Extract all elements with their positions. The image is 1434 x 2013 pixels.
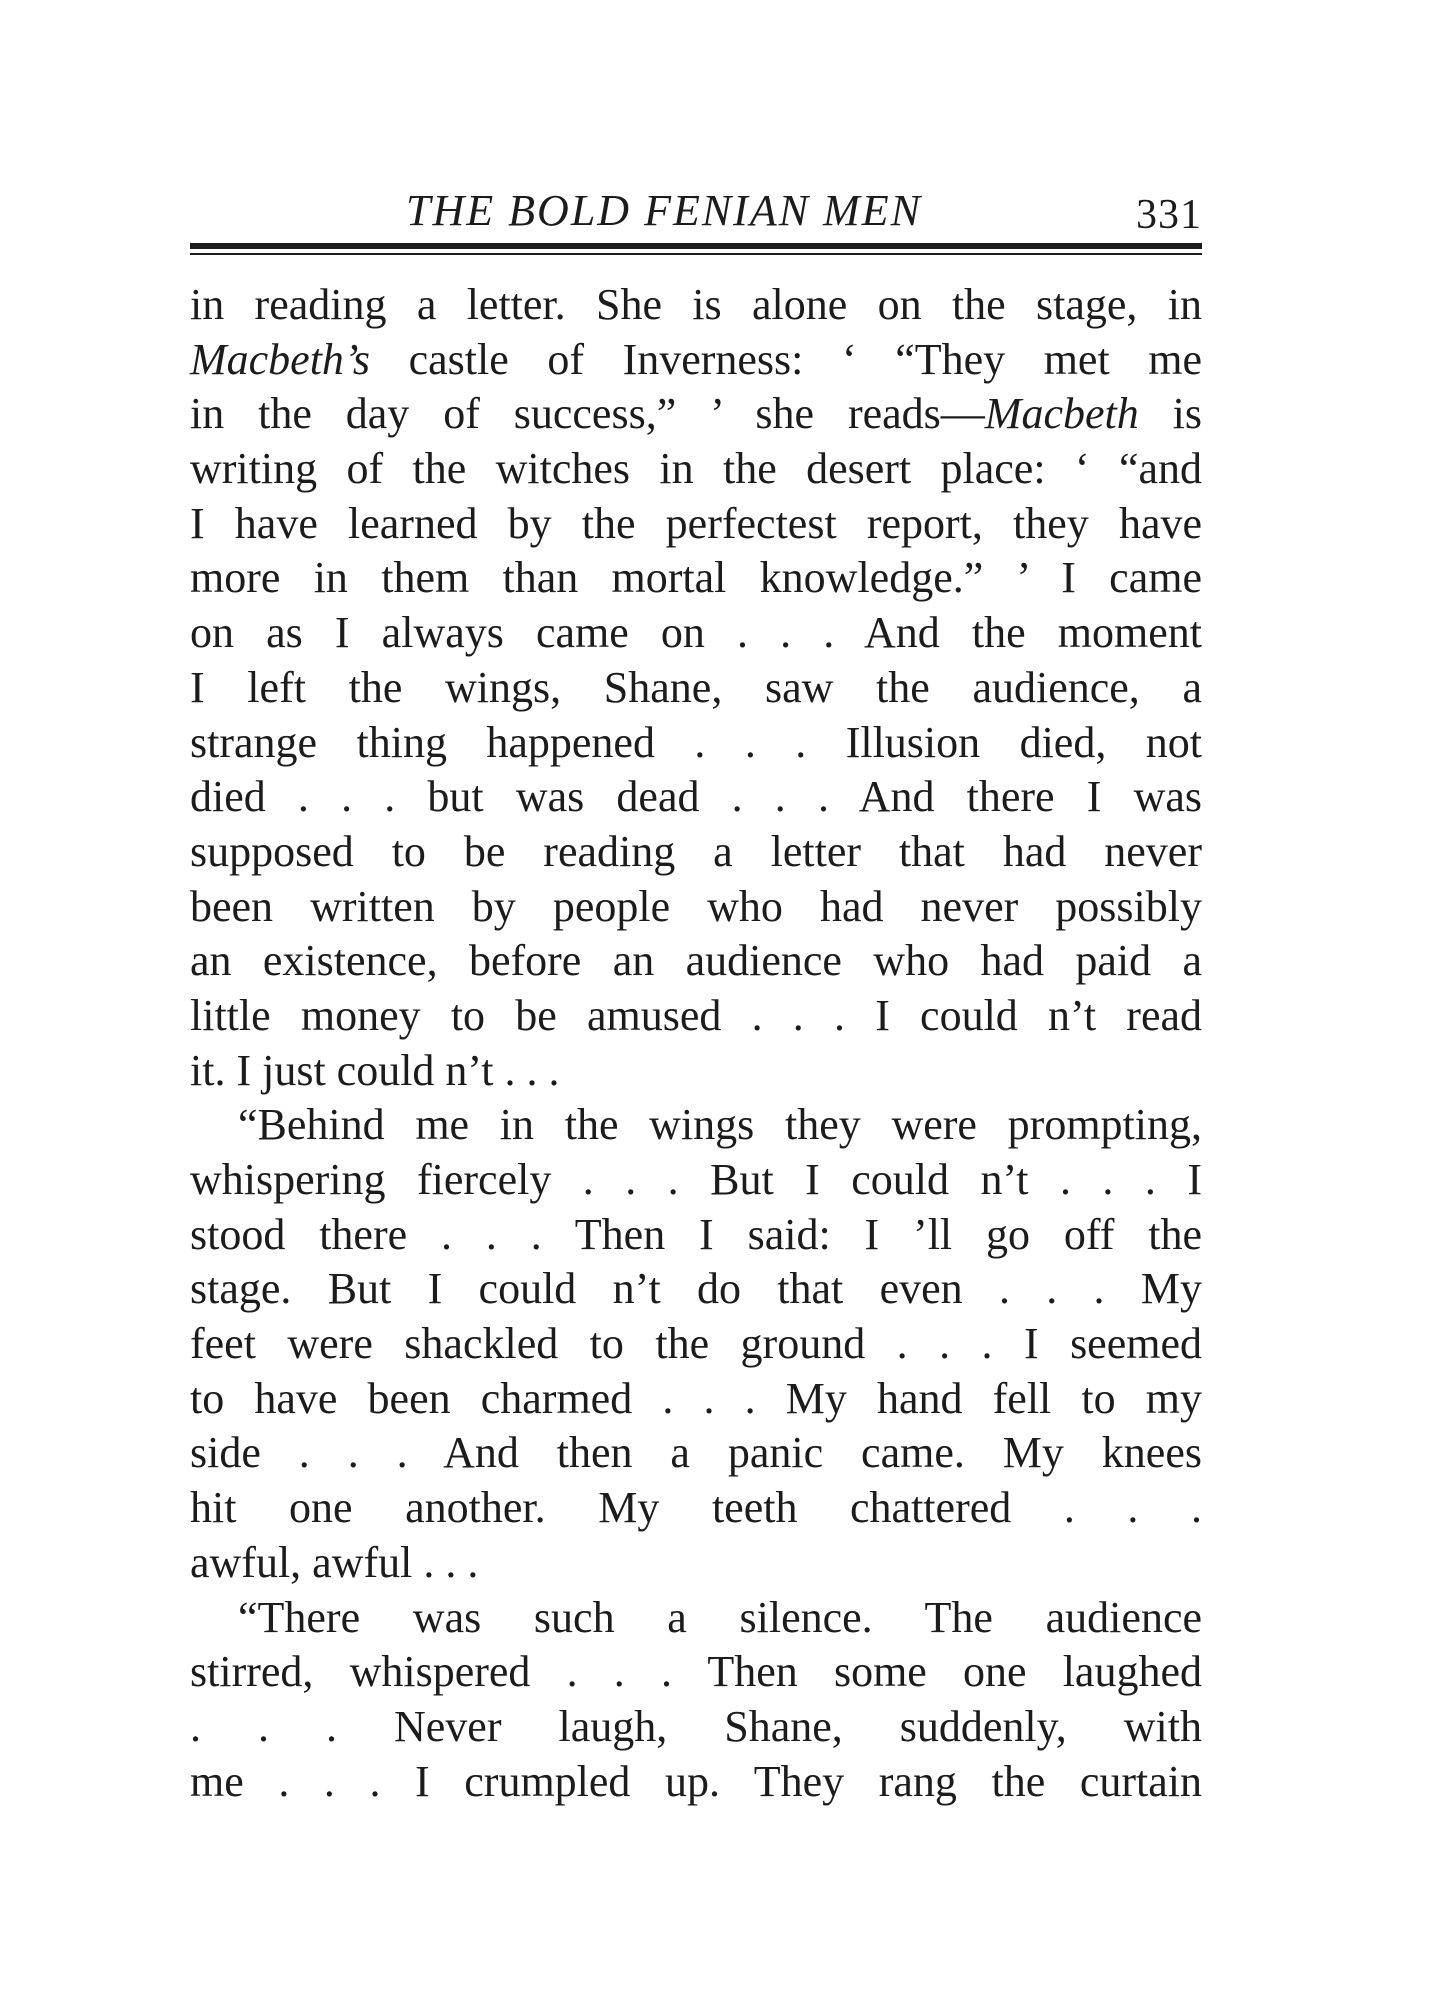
header-rule-thin xyxy=(190,253,1202,255)
text-line: it. I just could n’t . . . xyxy=(190,1045,560,1095)
body-text xyxy=(190,278,1202,1809)
text-line: “Behind me in the wings they were prompting, xyxy=(238,1100,1202,1150)
text-line: I have learned by the perfectest report, they have xyxy=(190,498,1202,548)
text-line: stood there . . . Then I said: I ’ll go off the xyxy=(190,1209,1202,1259)
text-line: “There was such a silence. The audience xyxy=(238,1592,1202,1642)
text-line: writing of the witches in the desert place: ‘ “and xyxy=(190,444,1202,494)
italic-title: Macbeth xyxy=(984,389,1139,439)
text-line: . . . Never laugh, Shane, suddenly, with xyxy=(190,1701,1202,1751)
text-line: side . . . And then a panic came. My knees xyxy=(190,1428,1202,1478)
text-line: stage. But I could n’t do that even . . . My xyxy=(190,1264,1202,1314)
text-line: stirred, whispered . . . Then some one laughed xyxy=(190,1647,1202,1697)
text-line: supposed to be reading a letter that had never xyxy=(190,826,1202,876)
header-rule-thick xyxy=(190,243,1202,249)
text-line: awful, awful . . . xyxy=(190,1537,479,1587)
text-line: feet were shackled to the ground . . . I seemed xyxy=(190,1319,1202,1369)
page-number: 331 xyxy=(1136,192,1202,238)
running-title: THE BOLD FENIAN MEN xyxy=(406,186,922,235)
text-line: I left the wings, Shane, saw the audience, a xyxy=(190,662,1202,712)
text-line: me . . . I crumpled up. They rang the curtain xyxy=(190,1756,1202,1806)
text-line: an existence, before an audience who had paid a xyxy=(190,936,1202,986)
text-line: on as I always came on . . . And the moment xyxy=(190,608,1202,658)
text-line: Macbeth’s castle of Inverness: ‘ “They met me xyxy=(190,334,1202,384)
text-line: died . . . but was dead . . . And there I was xyxy=(190,772,1202,822)
text-line: in the day of success,” ’ she reads—Macbeth is xyxy=(190,389,1202,439)
text-line: been written by people who had never possibly xyxy=(190,881,1202,931)
text-line: hit one another. My teeth chattered . . . xyxy=(190,1483,1202,1533)
text-line: little money to be amused . . . I could n’t read xyxy=(190,990,1202,1040)
text-line: strange thing happened . . . Illusion died, not xyxy=(190,717,1202,767)
text-line: whispering fiercely . . . But I could n’t . . . I xyxy=(190,1155,1202,1204)
text-line: in reading a letter. She is alone on the stage, in xyxy=(190,280,1202,329)
text-line: to have been charmed . . . My hand fell to my xyxy=(190,1373,1202,1423)
italic-title: Macbeth’s xyxy=(190,334,371,384)
text-line: more in them than mortal knowledge.” ’ I came xyxy=(190,553,1202,603)
running-head xyxy=(190,183,1202,239)
